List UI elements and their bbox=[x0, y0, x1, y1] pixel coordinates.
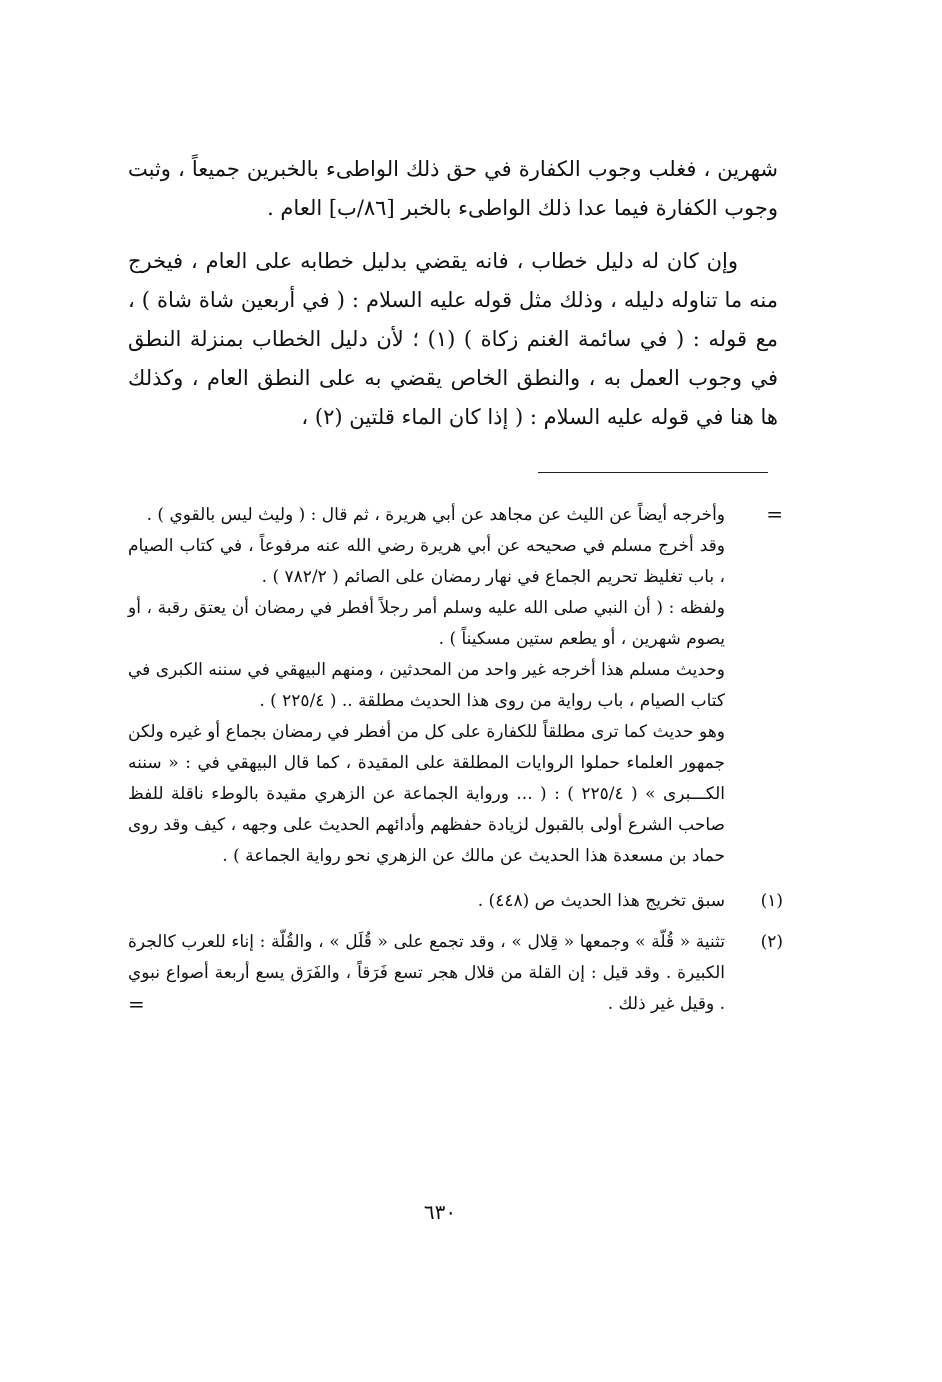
page-number: ٦٣٠ bbox=[423, 1200, 457, 1224]
footnote-end-mark: = bbox=[128, 992, 145, 1016]
footnote-continuation-paragraph-5: وهو حديث كما ترى مطلقاً للكفارة على كل من أفطر في رمضان بجماع أو غيره ولكن جمهور العلماء حملوا الروايات المطلقة على المقيدة ، كما قال البيهقي في : « سننه الكـــبرى » ( ٢٢٥/٤ ) : ( ... ورواية الجماعة عن الزهري مقيدة بالوطء ناقلة للفظ صاحب الشرع أولى بالقبول لزيادة حفظهم وأدائهم الحديث على وجهه ، كيف وقد روى حماد بن مسعدة هذا الحديث عن مالك عن الزهري نحو رواية الجماعة ) . bbox=[128, 722, 726, 866]
footnote-number: (٢) bbox=[760, 932, 783, 952]
footnote-continuation-paragraph-3: ولفظه : ( أن النبي صلى الله عليه وسلم أمر رجلاً أفطر في رمضان أن يعتق رقبة ، أو يصوم شهرين ، أو يطعم ستين مسكيناً ) . bbox=[128, 598, 725, 649]
footnote-2 bbox=[128, 927, 783, 1020]
footnote-1 bbox=[128, 886, 783, 917]
footnote-number: (١) bbox=[760, 891, 783, 911]
continuation-mark: = bbox=[766, 502, 783, 526]
main-paragraph-1: شهرين ، فغلب وجوب الكفارة في حق ذلك الواطىء بالخبرين جميعاً ، وثبت وجوب الكفارة فيما عدا ذلك الواطىء بالخبر [٨٦/ب] العام . bbox=[128, 157, 778, 220]
main-text bbox=[128, 150, 778, 437]
footnote-continuation-paragraph-1: وأخرجه أيضاً عن الليث عن مجاهد عن أبي هريرة ، ثم قال : ( وليث ليس بالقوي ) . bbox=[146, 505, 725, 525]
footnote-separator bbox=[538, 472, 768, 473]
footnote-text: سبق تخريج هذا الحديث ص (٤٤٨) . bbox=[477, 891, 725, 911]
footnote-continuation-paragraph-4: وحديث مسلم هذا أخرجه غير واحد من المحدثين ، ومنهم البيهقي في سننه الكبرى في كتاب الصيام ، باب رواية من روى هذا الحديث مطلقة .. ( ٢٢٥/٤ ) . bbox=[128, 660, 725, 711]
footnote-continuation-paragraph-2: وقد أخرج مسلم في صحيحه عن أبي هريرة رضي الله عنه مرفوعاً ، في كتاب الصيام ، باب تغليظ تحريم الجماع في نهار رمضان على الصائم ( ٧٨٢/٢ ) . bbox=[128, 536, 725, 587]
footnote-continuation bbox=[128, 500, 783, 872]
footnote-text: تثنية « قُلّة » وجمعها « قِلال » ، وقد تجمع على « قُلَل » ، والقُلّة : إناء للعرب كالجرة الكبيرة . وقد قيل : إن القلة من قلال هجر تسع فَرَقاً ، والفَرَق يسع أربعة أصواع نبوي . وقيل غير ذلك . bbox=[128, 932, 725, 1014]
main-paragraph-2: وإن كان له دليل خطاب ، فانه يقضي بدليل خطابه على العام ، فيخرج منه ما تناوله دليله ، وذلك مثل قوله عليه السلام : ( في أربعين شاة شاة ) ، مع قوله : ( في سائمة الغنم زكاة ) (١) ؛ لأن دليل الخطاب بمنزلة النطق في وجوب العمل به ، والنطق الخاص يقضي به على النطق العام ، وكذلك ها هنا في قوله عليه السلام : ( إذا كان الماء قلتين (٢) ، bbox=[128, 249, 778, 429]
footnotes bbox=[128, 500, 783, 1020]
